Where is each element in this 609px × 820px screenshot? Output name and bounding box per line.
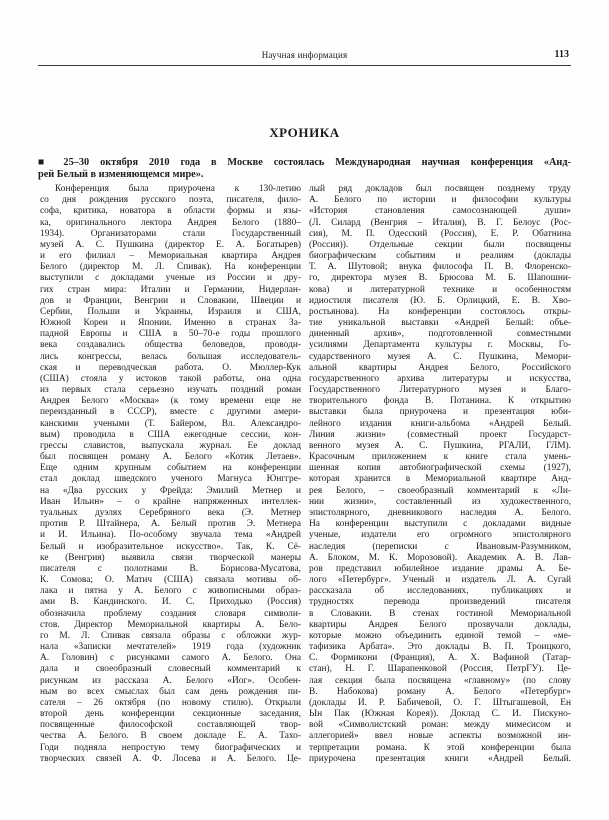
text-line: Андрея Белого «Москва» (к тому времени еще не — [40, 396, 301, 407]
text-line: которые можно объединить единой темой – «ме- — [309, 630, 571, 641]
text-line: ка, оригинального лектора Андрея Белого (1880– — [40, 217, 301, 228]
text-line: трудностях перевода произведений писателя — [309, 597, 571, 608]
text-line: писателя с полотнами В. Борисова-Мусатова, — [40, 563, 301, 574]
text-line: тие уникальной выставки «Андрей Белый: объе- — [309, 318, 571, 329]
text-line: Еще одним крупным событием на конференции — [40, 463, 301, 474]
text-line: С. Формикони (Франция), А. Х. Вафиной (Татар- — [309, 653, 571, 664]
text-line: А. Блоком, М. К. Морозовой). Академик А. В. Лав- — [309, 552, 571, 563]
text-line: эпистолярного, дневникового наследия А. Белого. — [309, 507, 571, 518]
text-line: сударственного музея А. С. Пушкина, Мемори- — [309, 351, 571, 362]
text-line: А. Головин) с рисунками самого А. Белого. Она — [40, 653, 301, 664]
text-line: идиостиля писателя (Ю. Б. Орлицкий, Е. В. Хво- — [309, 295, 571, 306]
text-line: диненный архив», подготовленной совместными — [309, 329, 571, 340]
text-line: (США) стояла у истоков такой работы, она одна — [40, 373, 301, 384]
text-line: аллегорией» ввел новые аспекты возможной ин- — [309, 731, 571, 742]
text-line: Сербии, Польши и Украины, Израиля и США, — [40, 306, 301, 317]
text-line: гих стран мира: Италии и Германии, Нидерлан- — [40, 284, 301, 295]
text-line: лейного издания книги-альбома «Андрей Белый. — [309, 418, 571, 429]
text-line: переизданный в СССР), вместе с другими амери- — [40, 407, 301, 418]
text-line: из первых стала серьезно изучать поздний роман — [40, 385, 301, 396]
text-line: лись конгрессы, велась большая исследователь- — [40, 351, 301, 362]
text-line: посвященные философской составляющей твор- — [40, 720, 301, 731]
text-line: дов и Франции, Венгрии и Словакии, Швеции и — [40, 295, 301, 306]
text-line: ■ 25–30 октября 2010 года в Москве состоялась Международная научная конференция «Анд- — [38, 157, 571, 168]
text-line: наследия (переписки с Ивановым-Разумником, — [309, 541, 571, 552]
text-line: На конференции выступили с докладами видные — [309, 519, 571, 530]
text-line: лая секция была посвящена «главному» (по слову — [309, 675, 571, 686]
text-line: выступили с докладами ученые из России и дру- — [40, 273, 301, 284]
text-line: нала «Записки мечтателей» 1919 года (художник — [40, 642, 301, 653]
text-line: рея Белого, – своеобразный комментарий к «Ли- — [309, 485, 571, 496]
text-line: софа, критика, новатора в области формы и язы- — [40, 206, 301, 217]
left-column — [40, 184, 301, 765]
right-column — [309, 184, 571, 765]
text-line: ным во всех смыслах был сам день рождения пи- — [40, 686, 301, 697]
text-line: А. Белого по истории и философии культуры — [309, 195, 571, 206]
text-line: стал доклад шведского ученого Магнуса Юнггре- — [40, 474, 301, 485]
text-line: Красочным приложением к книге стала умень- — [309, 452, 571, 463]
text-line: Конференция была приурочена к 130-летию — [55, 184, 301, 194]
text-line: 1934). Организаторами стали Государственный — [40, 228, 301, 239]
text-line: туальных дуэлях Серебряного века (Э. Метнер — [40, 507, 301, 518]
running-head-title: Научная информация — [261, 50, 348, 60]
text-line: тафизика Арбата». Это доклады В. П. Троицкого, — [309, 642, 571, 653]
text-line: рассказала об исследованиях, публикациях и — [309, 586, 571, 597]
text-line: В. Набокова) роману А. Белого «Петербург» — [309, 686, 571, 697]
text-line: альной квартиры Андрея Белого, Российского — [309, 362, 571, 373]
text-line: биографическим событиям и реалиям (доклады — [309, 251, 571, 262]
text-line: ке (Венгрия) выявила связи творческой манеры — [40, 552, 301, 563]
text-line: (Россия)). Отдельные секции были посвящены — [309, 239, 571, 250]
text-line: Государственного Литературного музея и Благо- — [309, 385, 571, 396]
text-line: сателя – 26 октября (по новому стилю). Открыли — [40, 697, 301, 708]
text-line: дала и своеобразный словесный комментарий к — [40, 664, 301, 675]
text-line: и И. Ильина). По-особому звучала тема «Андрей — [40, 530, 301, 541]
text-line: Белого (директор М. Л. Спивак). На конференции — [40, 262, 301, 273]
text-line: вым) проводила в США ежегодные сессии, кон- — [40, 429, 301, 440]
text-line: был посвящен роману А. Белого «Котик Летаев». — [40, 452, 301, 463]
text-line: грессы славистов, выпускала журнал. Ее доклад — [40, 440, 301, 451]
text-line: терпретации романа. К этой конференции была — [309, 742, 571, 753]
text-line: го М. Л. Спивак связала образы с обложки жур- — [40, 630, 301, 641]
text-line: государственного архива литературы и искусства, — [309, 373, 571, 384]
text-line: венного музея А. С. Пушкина, РГАЛИ, ГЛМ). — [309, 440, 571, 451]
text-line: кова) и литературной технике и особенностям — [309, 284, 571, 295]
text-line: вой «Символистский роман: между мимесисом и — [309, 720, 571, 731]
lead-paragraph — [38, 157, 571, 181]
text-line: лый ряд докладов был посвящен позднему труду — [309, 184, 571, 194]
text-line: го, директора музея В. Брюсова М. Б. Шапошни- — [309, 273, 571, 284]
text-line: творческих связей А. Ф. Лосева и А. Белого. Це- — [40, 753, 301, 764]
text-line: на «Два русских у Фрейда: Эмилий Метнер и — [40, 485, 301, 496]
text-line: рей Белый в изменяющемся мире». — [38, 169, 204, 181]
text-line: которая хранится в Мемориальной квартире Анд- — [309, 474, 571, 485]
text-line: рисункам из рассказа А. Белого «Йог». Особен- — [40, 675, 301, 686]
text-line: ростьянова). На конференции состоялось откры- — [309, 306, 571, 317]
text-line: лого «Петербург». Ученый и издатель Л. А. Сугай — [309, 575, 571, 586]
text-line: ская и переводческая работа. О. Мюллер-Кук — [40, 362, 301, 373]
text-line: шенная копия автобиографической схемы (1927), — [309, 463, 571, 474]
text-line: выставки была приурочена и презентация юби- — [309, 407, 571, 418]
text-line: стан), Н. Г. Шарапенковой (Россия, ПетрГУ). Це- — [309, 664, 571, 675]
text-line: обозначила проблему создания словаря символи- — [40, 608, 301, 619]
text-line: квартиры Андрея Белого прозвучали доклады, — [309, 619, 571, 630]
running-head — [38, 49, 571, 66]
text-line: падной Европы и США в 50–70-е годы прошлого — [40, 329, 301, 340]
text-line: (доклады И. Р. Бабичевой, О. Г. Штыгашевой, Ен — [309, 697, 571, 708]
text-line: творительного фонда В. Потанина. К открытию — [309, 396, 571, 407]
text-line: Белый и изобразительное искусство». Так, К. Сё- — [40, 541, 301, 552]
text-line: «История становления самосознающей души» — [309, 206, 571, 217]
page-number: 113 — [554, 49, 569, 60]
text-line: ров представил юбилейное издание драмы А. Бе- — [309, 563, 571, 574]
text-line: нии жизни», составленный из художественного, — [309, 496, 571, 507]
text-line: К. Сомова; О. Матич (США) связала мотивы об- — [40, 575, 301, 586]
text-line: в Словакии. В стенах гостиной Мемориальной — [309, 608, 571, 619]
text-line: Годи подняла непростую тему биографических и — [40, 742, 301, 753]
text-line: приурочена презентация книги «Андрей Белый. — [309, 753, 571, 764]
section-title: ХРОНИКА — [269, 125, 340, 140]
text-line: ами В. Кандинского. И. С. Приходько (Россия) — [40, 597, 301, 608]
text-line: Южной Кореи и Японии. Именно в странах За- — [40, 318, 301, 329]
text-line: Т. А. Шутовой; внука философа П. В. Флоренско- — [309, 262, 571, 273]
text-line: канскими учеными (Т. Байером, Вл. Александро- — [40, 418, 301, 429]
text-line: сия), М. П. Одесский (Россия), Е. Р. Обатнина — [309, 228, 571, 239]
text-line: Линия жизни» (совместный проект Государст- — [309, 429, 571, 440]
text-line: лака и пятна у А. Белого с живописными образ- — [40, 586, 301, 597]
text-line: усилиями Департамента культуры г. Москвы, Го- — [309, 340, 571, 351]
text-line: Иван Ильин» – о крайне напряженных интеллек- — [40, 496, 301, 507]
text-line: века создавались общества беловедов, проводи- — [40, 340, 301, 351]
text-line: со дня рождения русского поэта, писателя, фило- — [40, 195, 301, 206]
text-line: Ын Пак (Южная Корея)). Доклад С. И. Пискуно- — [309, 709, 571, 720]
text-line: и его филиал – Мемориальная квартира Андрея — [40, 251, 301, 262]
text-line: (Л. Силард (Венгрия – Италия), В. Г. Белоус (Рос- — [309, 217, 571, 228]
text-line: второй день конференции секционные заседания, — [40, 709, 301, 720]
text-line: ученые, издатели его огромного эпистолярного — [309, 530, 571, 541]
text-line: музей А. С. Пушкина (директор Е. А. Богатырев) — [40, 239, 301, 250]
text-line: чества А. Белого. В своем докладе Е. А. Тахо- — [40, 731, 301, 742]
text-line: против Р. Штайнера, А. Белый против Э. Метнера — [40, 519, 301, 530]
text-line: стов. Директор Мемориальной квартиры А. Бело- — [40, 619, 301, 630]
